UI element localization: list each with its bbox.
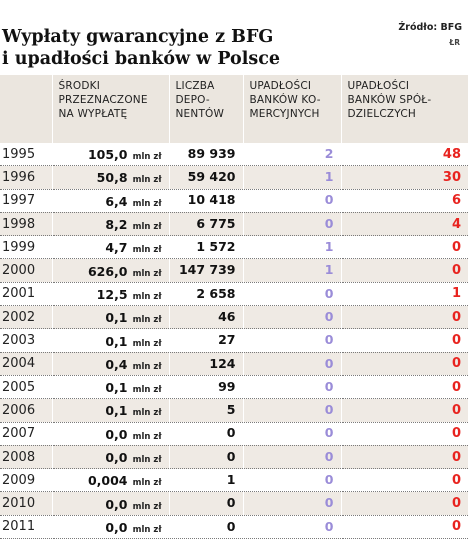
depositors-cell: 46 <box>169 306 243 329</box>
funds-unit: mln zł <box>132 152 162 163</box>
commercial-failures-cell: 0 <box>243 445 341 468</box>
funds-cell <box>52 399 169 422</box>
depositors-cell: 1 <box>169 469 243 492</box>
year-cell: 2006 <box>0 399 52 422</box>
funds-value: 4,7 <box>105 240 128 256</box>
depositors-cell: 89 939 <box>169 143 243 166</box>
depositors-cell: 0 <box>169 445 243 468</box>
table-row <box>0 166 468 189</box>
table-row <box>0 306 468 329</box>
funds-cell <box>52 259 169 282</box>
table-header <box>0 75 468 143</box>
funds-value: 0,1 <box>105 403 128 419</box>
commercial-failures-cell: 1 <box>243 166 341 189</box>
year-cell: 2004 <box>0 352 52 375</box>
funds-cell <box>52 189 169 212</box>
table-row <box>0 329 468 352</box>
funds-value: 0,0 <box>105 496 128 512</box>
funds-cell <box>52 306 169 329</box>
funds-unit: mln zł <box>132 501 162 512</box>
funds-value: 0,0 <box>105 450 128 465</box>
funds-cell <box>52 166 169 189</box>
commercial-failures-cell: 0 <box>243 375 341 398</box>
header-funds: ŚRODKI PRZEZNACZONE NA WYPŁATĘ <box>52 75 169 143</box>
funds-unit: mln zł <box>132 222 162 233</box>
year-cell: 2001 <box>0 282 52 305</box>
table-row <box>0 212 468 235</box>
year-cell: 1995 <box>0 143 52 166</box>
depositors-cell: 10 418 <box>169 189 243 212</box>
funds-value: 6,4 <box>105 193 128 209</box>
cooperative-failures-cell: 0 <box>341 352 468 375</box>
year-cell: 1997 <box>0 189 52 212</box>
cooperative-failures-cell: 30 <box>341 166 468 189</box>
commercial-failures-cell: 0 <box>243 306 341 329</box>
funds-cell <box>52 515 169 538</box>
commercial-failures-cell: 0 <box>243 189 341 212</box>
cooperative-failures-cell: 1 <box>341 282 468 305</box>
title-line-2: i upadłości banków w Polsce <box>2 49 280 69</box>
commercial-failures-cell: 0 <box>243 329 341 352</box>
funds-cell <box>52 282 169 305</box>
funds-cell <box>52 329 169 352</box>
funds-value: 8,2 <box>105 217 128 233</box>
cooperative-failures-cell: 48 <box>341 143 468 166</box>
commercial-failures-cell: 2 <box>243 143 341 166</box>
depositors-cell: 0 <box>169 515 243 538</box>
table-row <box>0 143 468 166</box>
table-row <box>0 399 468 422</box>
funds-cell <box>52 375 169 398</box>
year-cell: 2007 <box>0 422 52 445</box>
funds-value: 12,5 <box>96 286 128 302</box>
cooperative-failures-cell: 4 <box>341 212 468 235</box>
depositors-cell: 59 420 <box>169 166 243 189</box>
table-row <box>0 469 468 492</box>
title-line-1: Wypłaty gwarancyjne z BFG <box>2 27 274 47</box>
funds-unit: mln zł <box>132 245 162 256</box>
commercial-failures-cell: 1 <box>243 236 341 259</box>
cooperative-failures-cell: 0 <box>341 492 468 515</box>
cooperative-failures-cell: 0 <box>341 236 468 259</box>
depositors-cell: 2 658 <box>169 282 243 305</box>
funds-cell <box>52 236 169 259</box>
commercial-failures-cell: 1 <box>243 259 341 282</box>
funds-unit: mln zł <box>132 291 162 302</box>
commercial-failures-cell: 0 <box>243 469 341 492</box>
funds-value: 0,004 <box>87 473 128 489</box>
header-depositors: LICZBA DEPO- NENTÓW <box>169 75 243 143</box>
funds-unit: mln zł <box>132 385 162 396</box>
funds-unit: mln zł <box>132 455 162 465</box>
table-row <box>0 445 468 468</box>
cooperative-failures-cell: 0 <box>341 399 468 422</box>
year-cell: 1999 <box>0 236 52 259</box>
cooperative-failures-cell: 0 <box>341 259 468 282</box>
cooperative-failures-cell: 0 <box>341 329 468 352</box>
cooperative-failures-cell: 0 <box>341 469 468 492</box>
cooperative-failures-cell: 0 <box>341 422 468 445</box>
table-row <box>0 236 468 259</box>
funds-cell <box>52 492 169 515</box>
funds-value: 626,0 <box>87 263 128 279</box>
cooperative-failures-cell: 0 <box>341 375 468 398</box>
year-cell: 2011 <box>0 515 52 538</box>
commercial-failures-cell: 0 <box>243 515 341 538</box>
funds-unit: mln zł <box>132 198 162 209</box>
year-cell: 2008 <box>0 445 52 468</box>
depositors-cell: 0 <box>169 422 243 445</box>
cooperative-failures-cell: 6 <box>341 189 468 212</box>
source-note: Źródło: BFG <box>398 22 462 33</box>
funds-cell <box>52 422 169 445</box>
table-body <box>0 143 468 539</box>
table-row <box>0 422 468 445</box>
depositors-cell: 27 <box>169 329 243 352</box>
funds-unit: mln zł <box>132 524 162 535</box>
depositors-cell: 5 <box>169 399 243 422</box>
funds-value: 50,8 <box>96 170 128 186</box>
depositors-cell: 1 572 <box>169 236 243 259</box>
funds-value: 0,0 <box>105 426 128 442</box>
table-row <box>0 375 468 398</box>
author-initials: ŁR <box>449 38 460 47</box>
chart-title <box>2 26 280 70</box>
depositors-cell: 147 739 <box>169 259 243 282</box>
commercial-failures-cell: 0 <box>243 422 341 445</box>
year-cell: 1998 <box>0 212 52 235</box>
funds-unit: mln zł <box>132 175 162 186</box>
header-cooperative-failures: UPADŁOŚCI BANKÓW SPÓŁ- DZIELCZYCH <box>341 75 468 143</box>
funds-value: 0,1 <box>105 310 128 326</box>
funds-unit: mln zł <box>132 361 162 372</box>
funds-cell <box>52 143 169 166</box>
table-row <box>0 259 468 282</box>
table-row <box>0 282 468 305</box>
funds-cell <box>52 445 169 468</box>
cooperative-failures-cell: 0 <box>341 445 468 468</box>
year-cell: 2000 <box>0 259 52 282</box>
funds-cell <box>52 352 169 375</box>
header-commercial-failures: UPADŁOŚCI BANKÓW KO- MERCYJNYCH <box>243 75 341 143</box>
depositors-cell: 99 <box>169 375 243 398</box>
funds-cell <box>52 212 169 235</box>
funds-value: 105,0 <box>87 147 128 163</box>
funds-value: 0,4 <box>105 356 128 372</box>
funds-unit: mln zł <box>132 338 162 349</box>
header-year <box>0 75 52 143</box>
funds-unit: mln zł <box>132 408 162 419</box>
data-table <box>0 75 468 539</box>
commercial-failures-cell: 0 <box>243 282 341 305</box>
table-row <box>0 492 468 515</box>
commercial-failures-cell: 0 <box>243 399 341 422</box>
depositors-cell: 0 <box>169 492 243 515</box>
cooperative-failures-cell: 0 <box>341 515 468 538</box>
year-cell: 2003 <box>0 329 52 352</box>
funds-value: 0,1 <box>105 333 128 349</box>
table-row <box>0 352 468 375</box>
commercial-failures-cell: 0 <box>243 492 341 515</box>
depositors-cell: 6 775 <box>169 212 243 235</box>
commercial-failures-cell: 0 <box>243 352 341 375</box>
funds-unit: mln zł <box>132 431 162 442</box>
table-row <box>0 189 468 212</box>
year-cell: 2005 <box>0 375 52 398</box>
header-row <box>0 75 468 143</box>
table-row <box>0 515 468 538</box>
year-cell: 2002 <box>0 306 52 329</box>
funds-cell <box>52 469 169 492</box>
year-cell: 2009 <box>0 469 52 492</box>
commercial-failures-cell: 0 <box>243 212 341 235</box>
depositors-cell: 124 <box>169 352 243 375</box>
cooperative-failures-cell: 0 <box>341 306 468 329</box>
funds-unit: mln zł <box>132 268 162 279</box>
year-cell: 1996 <box>0 166 52 189</box>
year-cell: 2010 <box>0 492 52 515</box>
funds-value: 0,0 <box>105 519 128 535</box>
funds-unit: mln zł <box>132 315 162 326</box>
funds-value: 0,1 <box>105 380 128 396</box>
funds-unit: mln zł <box>132 478 162 489</box>
